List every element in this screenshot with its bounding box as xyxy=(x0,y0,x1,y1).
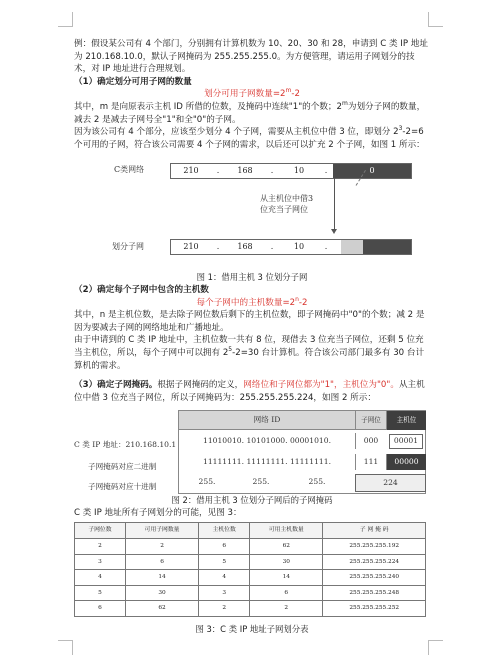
col-host-count: 可用主机数量 xyxy=(250,523,323,539)
bar1-dot2: . xyxy=(270,166,274,176)
mask-definition-highlight: 网络位和子网位都为"1"，主机位为"0"。 xyxy=(243,380,399,391)
borrow-note: 从主机位中借3 位充当子网位 xyxy=(260,194,314,215)
subnet-table xyxy=(74,522,426,617)
section3-paragraph: （3）确定子网掩码。根据子网掩码的定义，网络位和子网位都为"1"，主机位为"0"。从主机位中借 3 位充当子网位，所以子网掩码为：255.255.255.224，如图 2 所示： xyxy=(74,380,425,403)
host-count-formula: 每个子网中的主机数量$=2^n-2$ xyxy=(196,295,308,308)
fig2-mask-host-bits: 00000 xyxy=(386,454,426,470)
table-row: 6 62 2 2 255.255.255.252 xyxy=(75,601,426,617)
fig2-header-host: 主机位 xyxy=(386,411,426,430)
class-c-network-label: C类网络 xyxy=(114,165,145,175)
fig2-mask-network-bits: 11111111. 11111111. 11111111. xyxy=(202,456,332,466)
col-subnet-mask: 子 网 掩 码 xyxy=(323,523,426,539)
fig2-header-network-id: 网络 ID xyxy=(179,411,355,430)
fig2-header-subnet: 子网位 xyxy=(355,411,386,430)
section1-explanation: 其中，m 是向原表示主机 ID 所借的位数，及掩码中连续"1"的个数；2$^m$为划分子网的数量，减去 2 是减去子网号全"1"和全"0"的子网。 xyxy=(74,100,426,125)
col-subnet-bits: 子网位数 xyxy=(75,523,126,539)
bar2-dot3: . xyxy=(324,242,328,252)
figure1-caption: 图 1：借用主机 3 位划分子网 xyxy=(196,272,308,283)
bar2-octet1: 210 xyxy=(183,242,199,252)
table3-intro: C 类 IP 地址所有子网划分的可能，见图 3： xyxy=(74,507,242,518)
subnetting-label: 划分子网 xyxy=(112,242,144,252)
fig2-decimal-octet4: 224 xyxy=(355,474,426,492)
col-subnet-count: 可用子网数量 xyxy=(125,523,198,539)
section2-explanation: 其中，n 是主机位数，是去除子网位数后剩下的主机位数，即子网掩码中"0"的个数；减 2 是因为要减去子网的网络地址和广播地址。 xyxy=(74,310,425,333)
class-c-address-bar xyxy=(170,163,412,179)
subnetted-address-bar xyxy=(170,239,412,255)
section1-calculation: 因为该公司有 4 个部分，应该至少划分 4 个子网，需要从主机位中借 3 位，即划分 $2^3-2=6$ 个可用的子网，符合该公司需要 4 个子网的需求，以后还可以扩充 2 个子网，如图 1 所示： xyxy=(74,125,425,150)
bar2-dot2: . xyxy=(270,242,274,252)
table-row: 2 2 6 62 255.255.255.192 xyxy=(75,539,426,555)
section1-heading: （1）确定划分可用子网的数量 xyxy=(74,76,192,87)
figure2-caption: 图 2：借用主机 3 位划分子网后的子网掩码 xyxy=(171,495,333,506)
bar2-octet3: 10 xyxy=(293,242,305,252)
crop-mark-bottom-right xyxy=(428,640,443,655)
bar1-octet2: 168 xyxy=(237,166,253,176)
section3-heading: （3）确定子网掩码。 xyxy=(74,380,158,391)
fig2-decimal-octet3: 255. xyxy=(308,476,326,486)
bar2-gap xyxy=(333,240,341,254)
table-row: 5 30 3 6 255.255.255.248 xyxy=(75,585,426,601)
bar2-subnet-bits xyxy=(341,240,363,254)
fig2-ip-network-bits: 11010010. 10101000. 00001010. xyxy=(202,435,332,445)
crop-mark-top-left xyxy=(58,12,73,27)
fig2-binary-label: 子网掩码对应二进制 xyxy=(88,462,157,472)
crop-mark-top-right xyxy=(428,12,443,27)
subnet-table-header xyxy=(75,523,426,539)
fig2-decimal-octet1: 255. xyxy=(198,476,216,486)
table-row: 4 14 4 14 255.255.255.240 xyxy=(75,570,426,586)
fig2-decimal-octet2: 255. xyxy=(252,476,270,486)
borrow-arrow-line xyxy=(334,178,335,230)
bar1-octet3: 10 xyxy=(293,166,305,176)
figure1-subnet-borrowing xyxy=(74,159,430,271)
bar1-dot1: . xyxy=(216,166,220,176)
col-host-bits: 主机位数 xyxy=(199,523,250,539)
bar2-dot1: . xyxy=(216,242,220,252)
bar2-octet2: 168 xyxy=(237,242,253,252)
figure2-subnet-mask xyxy=(74,410,430,494)
document-body xyxy=(74,38,430,636)
bar2-host-bits xyxy=(363,240,411,254)
fig2-mask-subnet-bits: 111 xyxy=(355,454,386,470)
fig2-ip-host-bits: 00001 xyxy=(389,434,423,449)
bar1-octet1: 210 xyxy=(183,166,199,176)
fig2-decimal-label: 子网掩码对应十进制 xyxy=(88,482,157,492)
crop-mark-bottom-left xyxy=(58,640,73,655)
section2-heading: （2）确定每个子网中包含的主机数 xyxy=(74,284,209,295)
fig2-ip-label: C 类 IP 地址：210.168.10.1 xyxy=(74,440,177,450)
table-row: 3 6 5 30 255.255.255.224 xyxy=(75,554,426,570)
intro-paragraph: 例：假设某公司有 4 个部门，分别拥有计算机数为 10、20、30 和 28，申请到 C 类 IP 地址为 210.168.10.0，默认子网掩码为 255.255.255.0。为方便管理，请运用子网划分的技术，对 IP 地址进行合理规划。 xyxy=(74,39,428,75)
subnet-count-formula: 划分可用子网数量$=2^m-2$ xyxy=(204,87,300,100)
bar1-host-octet: 0 xyxy=(333,164,411,178)
fig2-grid xyxy=(178,410,426,494)
borrow-arrow-head xyxy=(331,229,337,234)
table3-caption: 图 3：C 类 IP 地址子网划分表 xyxy=(195,624,309,635)
bar1-dot3: . xyxy=(324,166,328,176)
section2-calculation: 由于申请到的 C 类 IP 地址中，主机位数一共有 8 位，现借去 3 位充当子网位，还剩 5 位充当主机位，所以，每个子网中可以拥有 $2^5-2=30$ 台计算机。符合该公司部门最多有 30 台计算机的需求。 xyxy=(74,335,425,371)
fig2-ip-subnet-bits: 000 xyxy=(355,433,386,449)
